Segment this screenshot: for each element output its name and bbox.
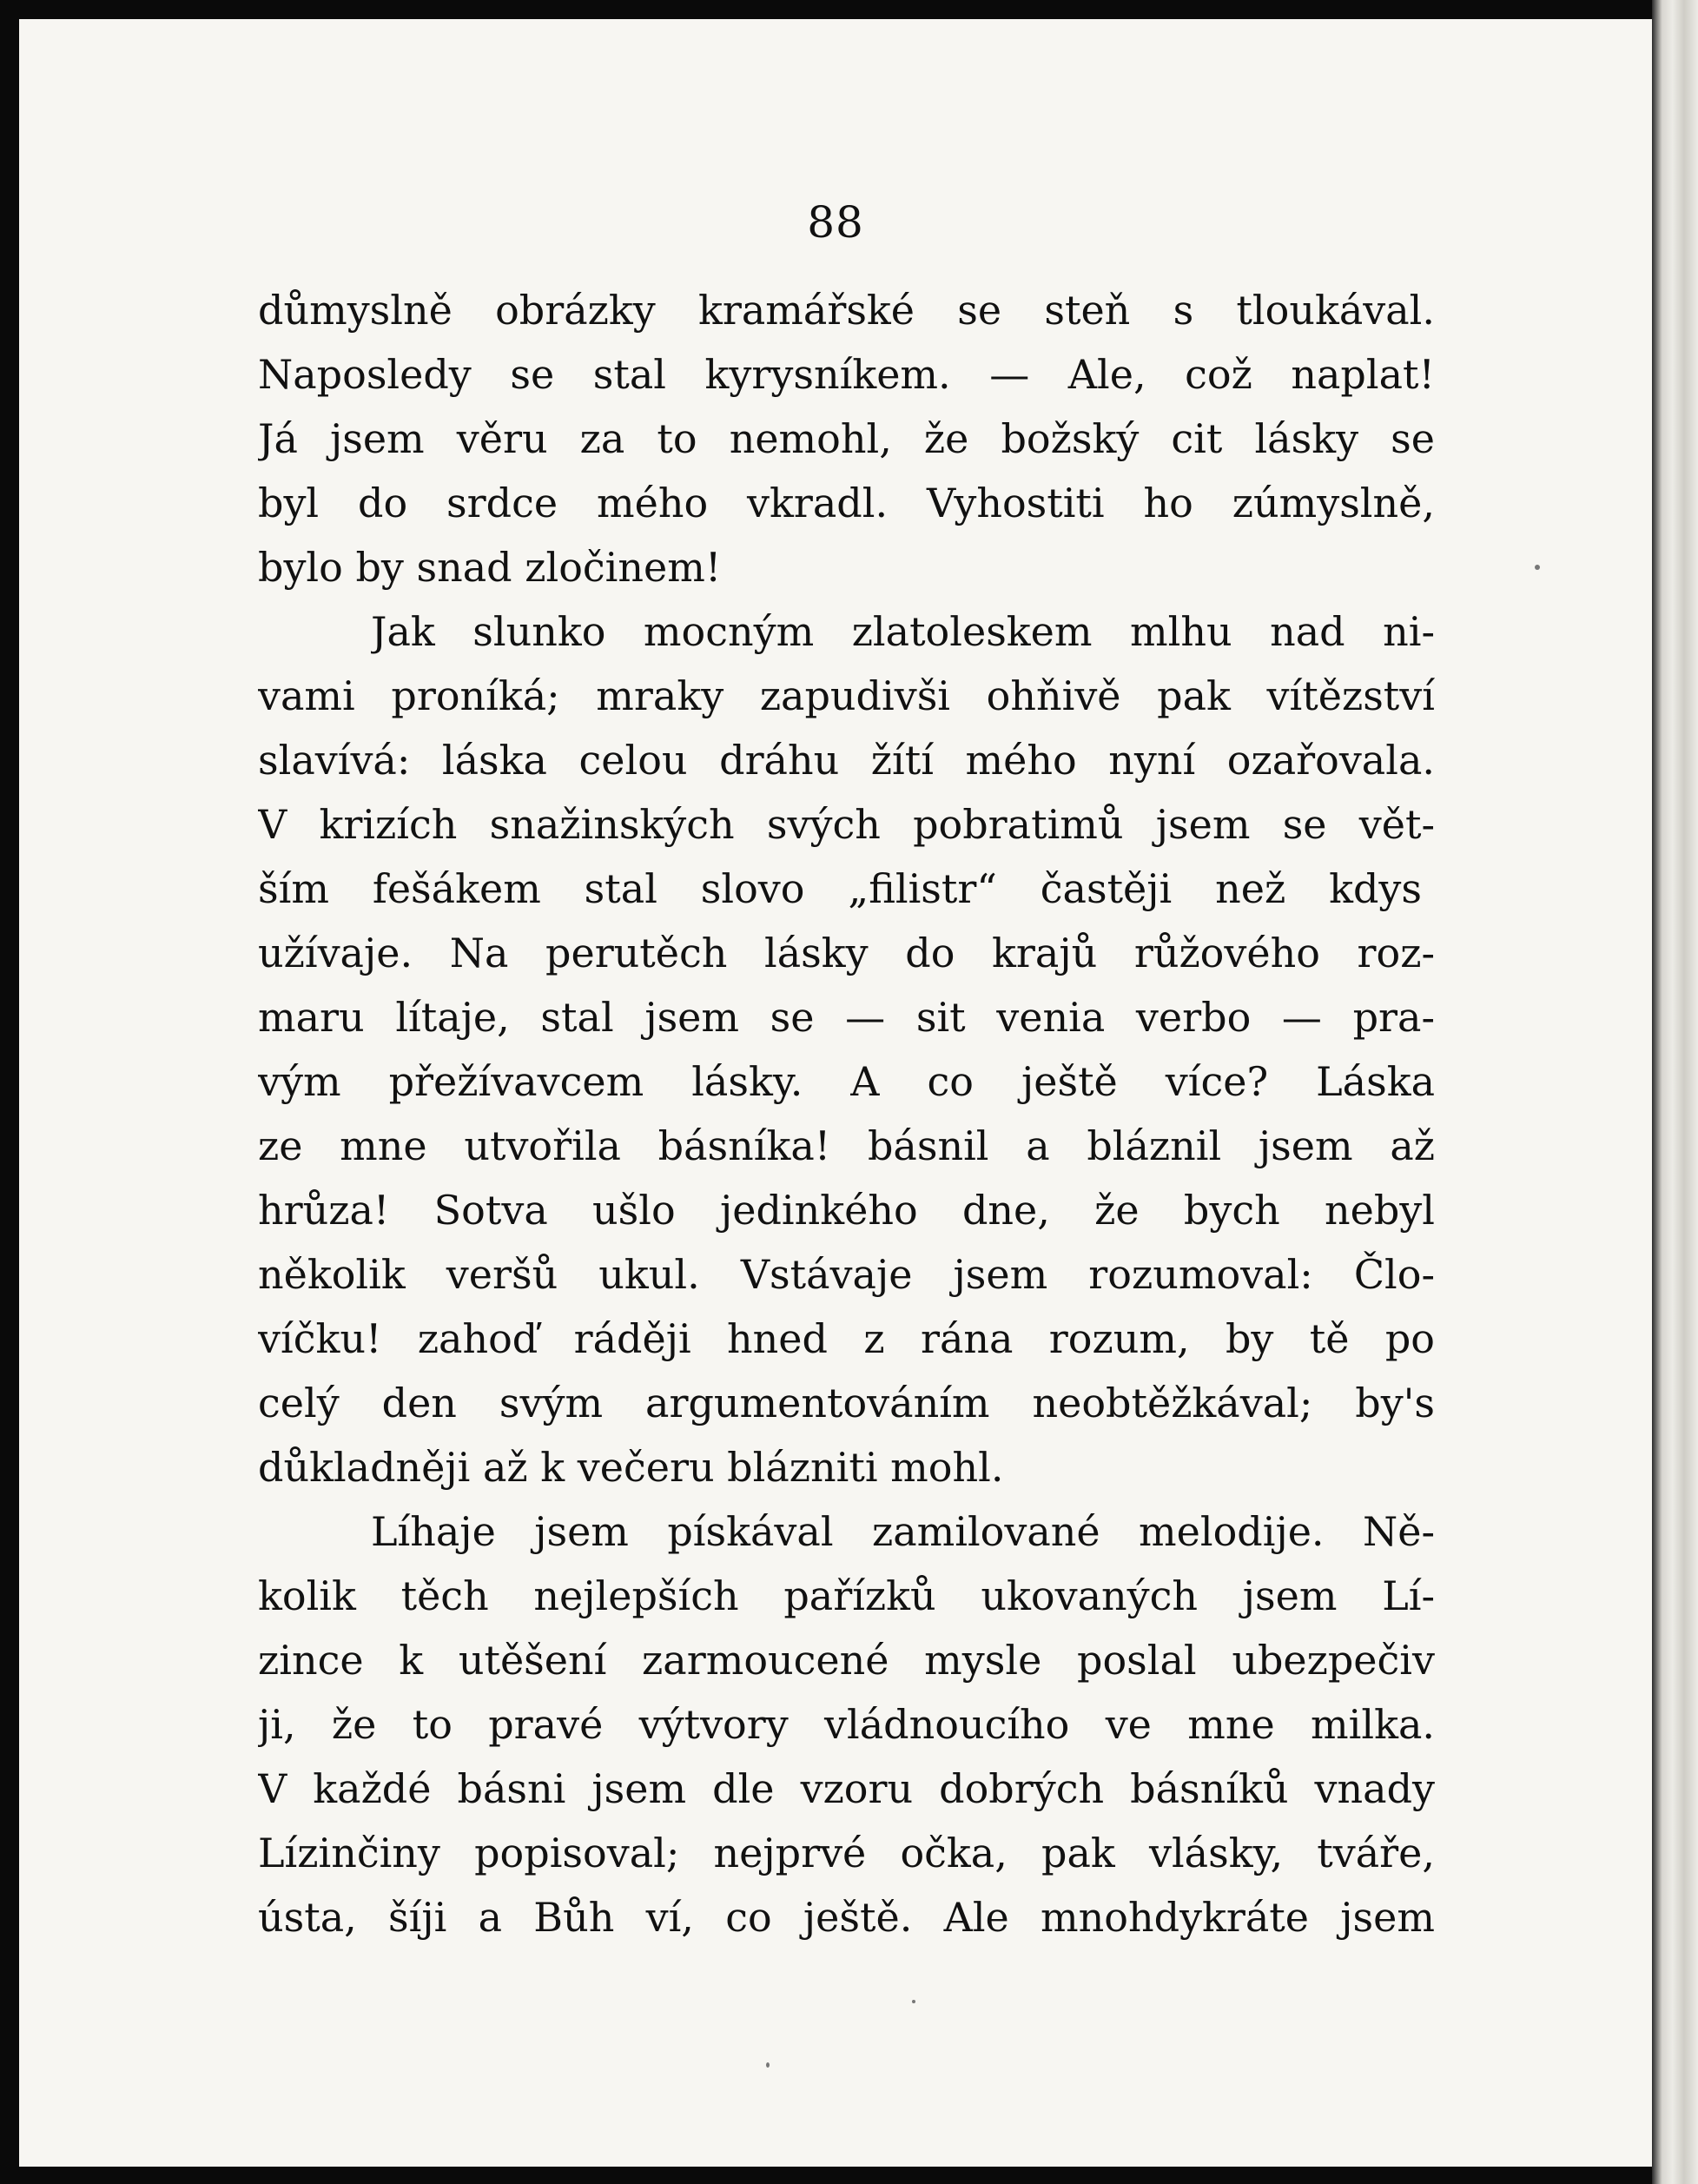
paper-speck — [766, 2062, 770, 2068]
text-line: byl do srdce mého vkradl. Vyhostiti ho zúmyslně, — [258, 480, 1435, 526]
text-line: kolik těch nejlepších pařízků ukovaných jsem Lí- — [258, 1572, 1435, 1619]
text-line: Lízinčiny popisoval; nejprvé očka, pak vlásky, tváře, — [258, 1830, 1435, 1876]
text-line: ústa, šíji a Bůh ví, co ještě. Ale mnohdykráte jsem — [258, 1894, 1435, 1941]
text-line: V krizích snažinských svých pobratimů jsem se vět- — [258, 801, 1435, 848]
text-line: užívaje. Na perutěch lásky do krajů růžového roz- — [258, 930, 1435, 976]
paragraph-first-line: Líhaje jsem pískával zamilované melodije. Ně- — [371, 1508, 1435, 1555]
text-line: Já jsem věru za to nemohl, že božský cit lásky se — [258, 415, 1435, 462]
text-line: ji, že to pravé výtvory vládnoucího ve mne milka. — [258, 1701, 1435, 1748]
book-page — [19, 19, 1652, 2167]
adjacent-page-edge — [1652, 0, 1698, 2184]
text-line: ze mne utvořila básníka! básnil a bláznil jsem až — [258, 1122, 1435, 1169]
text-line: několik veršů ukul. Vstávaje jsem rozumoval: Člo- — [258, 1251, 1435, 1298]
text-line: ším fešákem stal slovo „filistr“ častěji než kdys — [258, 865, 1422, 912]
paper-speck — [912, 2000, 915, 2003]
text-line: celý den svým argumentováním neobtěžkával; by's — [258, 1380, 1435, 1426]
text-line: důmyslně obrázky kramářské se steň s tloukával. — [258, 287, 1435, 334]
text-line: Naposledy se stal kyrysníkem. — Ale, což naplat! — [258, 351, 1435, 398]
text-line: slavívá: láska celou dráhu žítí mého nyní ozařovala. — [258, 737, 1435, 784]
text-line: důkladněji až k večeru blázniti mohl. — [258, 1444, 1004, 1491]
text-line: vým přežívavcem lásky. A co ještě více? Láska — [258, 1058, 1435, 1105]
paragraph-first-line: Jak slunko mocným zlatoleskem mlhu nad ni- — [371, 608, 1435, 655]
text-line: hrůza! Sotva ušlo jedinkého dne, že bych nebyl — [258, 1187, 1435, 1234]
text-line: V každé básni jsem dle vzoru dobrých básníků vnady — [258, 1765, 1435, 1812]
text-line: zince k utěšení zarmoucené mysle poslal ubezpečiv — [258, 1637, 1435, 1684]
page-number: 88 — [807, 197, 864, 248]
text-line: víčku! zahoď ráději hned z rána rozum, by tě po — [258, 1315, 1435, 1362]
paper-speck — [1535, 565, 1540, 570]
text-line: maru lítaje, stal jsem se — sit venia verbo — pra- — [258, 994, 1435, 1041]
text-line: bylo by snad zločinem! — [258, 544, 722, 591]
text-line: vami proníká; mraky zapudivši ohňivě pak vítězství — [258, 672, 1435, 719]
